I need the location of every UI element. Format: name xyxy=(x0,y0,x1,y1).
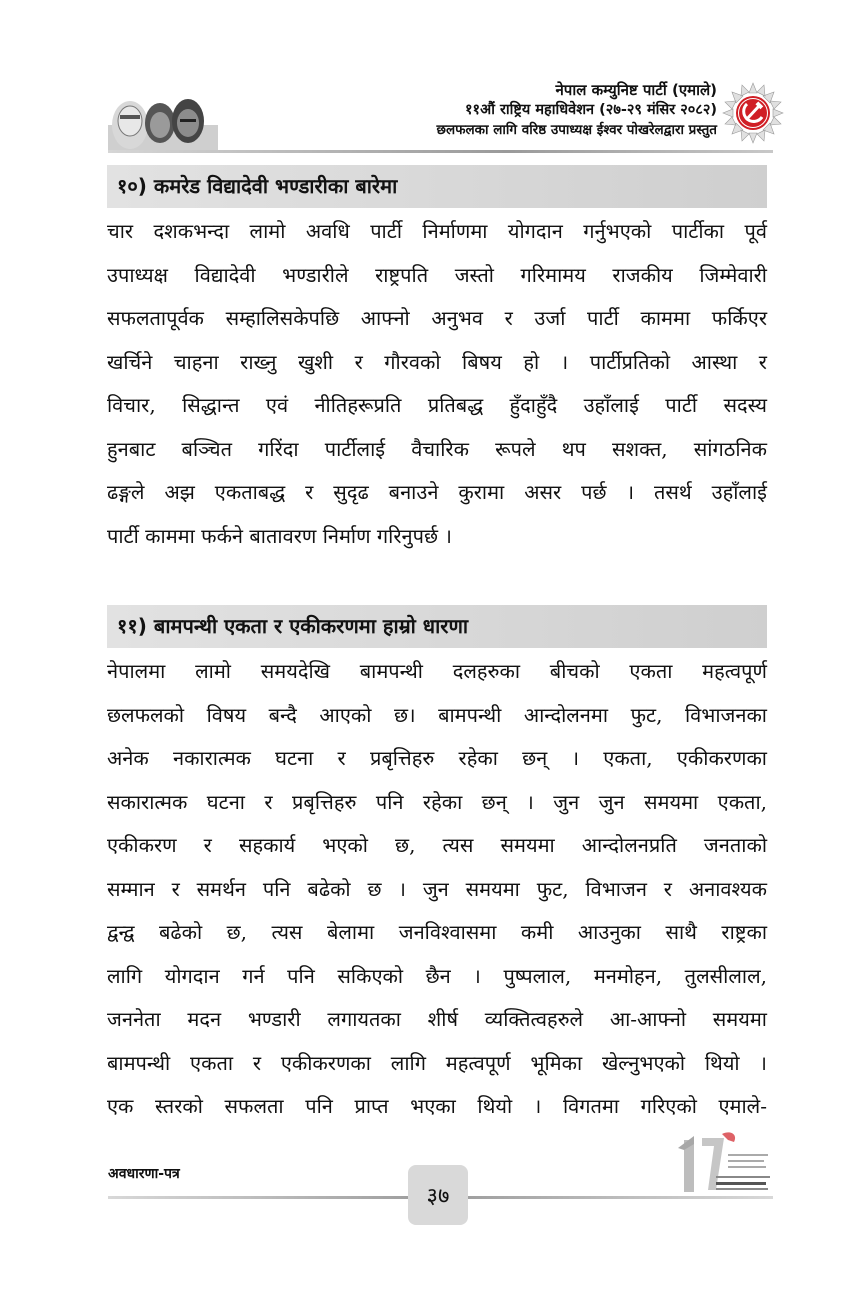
convention-title: ११औं राष्ट्रिय महाधिवेशन (२७-२९ मंसिर २०८२) xyxy=(465,102,717,118)
section-paragraph-10 xyxy=(107,210,767,558)
anniversary-logo-icon xyxy=(672,1130,772,1198)
paragraph-line: ढङ्गले अझ एकताबद्ध र सुदृढ बनाउने कुरामा असर पर्छ । तसर्थ उहाँलाई xyxy=(107,480,767,504)
section-title: १०) कमरेड विद्यादेवी भण्डारीका बारेमा xyxy=(117,174,398,198)
page-number: ३७ xyxy=(408,1165,468,1225)
section-paragraph-11 xyxy=(107,650,767,1129)
party-name: नेपाल कम्युनिष्ट पार्टी (एमाले) xyxy=(555,81,717,99)
paragraph-line: सम्मान र समर्थन पनि बढेको छ । जुन समयमा फुट, विभाजन र अनावश्यक xyxy=(107,876,767,901)
paragraph-line: नेपालमा लामो समयदेखि बामपन्थी दलहरुका बीचको एकता महत्वपूर्ण xyxy=(107,659,767,683)
party-emblem-icon xyxy=(722,82,784,144)
paragraph-line: एकीकरण र सहकार्य भएको छ, त्यस समयमा आन्दोलनप्रति जनताको xyxy=(107,833,767,857)
paragraph-line: उपाध्यक्ष विद्यादेवी भण्डारीले राष्ट्रपति जस्तो गरिमामय राजकीय जिम्मेवारी xyxy=(107,262,767,287)
paragraph-line: खर्चिने चाहना राख्नु खुशी र गौरवको बिषय हो । पार्टीप्रतिको आस्था र xyxy=(107,349,767,374)
section-heading-10 xyxy=(107,165,767,208)
paragraph-line: बामपन्थी एकता र एकीकरणका लागि महत्वपूर्ण भूमिका खेल्नुभएको थियो । xyxy=(107,1050,767,1075)
paragraph-line: चार दशकभन्दा लामो अवधि पार्टी निर्माणमा योगदान गर्नुभएको पार्टीका पूर्व xyxy=(107,219,767,243)
paragraph-line: हुनबाट बञ्चित गरिंदा पार्टीलाई वैचारिक रूपले थप सशक्त, सांगठनिक xyxy=(107,436,767,461)
paragraph-line: सफलतापूर्वक सम्हालिसकेपछि आफ्नो अनुभव र उर्जा पार्टी काममा फर्किएर xyxy=(107,306,767,330)
paragraph-line: सकारात्मक घटना र प्रबृत्तिहरु पनि रहेका छन् । जुन जुन समयमा एकता, xyxy=(107,789,767,814)
page-header xyxy=(0,0,863,160)
paragraph-line: जननेता मदन भण्डारी लगायतका शीर्ष व्यक्तित्वहरुले आ-आफ्नो समयमा xyxy=(107,1007,767,1031)
presenter-line: छलफलका लागि वरिष्ठ उपाध्यक्ष ईश्वर पोखरेलद्वारा प्रस्तुत xyxy=(436,122,717,138)
paragraph-line: एक स्तरको सफलता पनि प्राप्त भएका थियो । विगतमा गरिएको एमाले- xyxy=(107,1094,767,1118)
footer-rule-left xyxy=(108,1196,408,1199)
paragraph-line: विचार, सिद्धान्त एवं नीतिहरूप्रति प्रतिबद्ध हुँदाहुँदै उहाँलाई पार्टी सदस्य xyxy=(107,393,767,417)
paragraph-line: अनेक नकारात्मक घटना र प्रबृत्तिहरु रहेका छन् । एकता, एकीकरणका xyxy=(107,746,767,770)
header-title-block xyxy=(437,80,718,140)
section-title: ११) बामपन्थी एकता र एकीकरणमा हाम्रो धारणा xyxy=(117,614,469,638)
paragraph-line: पार्टी काममा फर्कने बातावरण निर्माण गरिनुपर्छ । xyxy=(107,523,452,548)
paragraph-line: द्वन्द्व बढेको छ, त्यस बेलामा जनविश्वासमा कमी आउनुका साथै राष्ट्रका xyxy=(107,920,767,944)
header-rule xyxy=(108,150,773,153)
leaders-portraits-image xyxy=(108,95,218,150)
paragraph-line: छलफलको विषय बन्दै आएको छ। बामपन्थी आन्दोलनमा फुट, विभाजनका xyxy=(107,702,767,727)
section-heading-11 xyxy=(107,605,767,648)
paragraph-line: लागि योगदान गर्न पनि सकिएको छैन । पुष्पलाल, मनमोहन, तुलसीलाल, xyxy=(107,963,767,988)
footer-label: अवधारणा-पत्र xyxy=(108,1166,180,1182)
